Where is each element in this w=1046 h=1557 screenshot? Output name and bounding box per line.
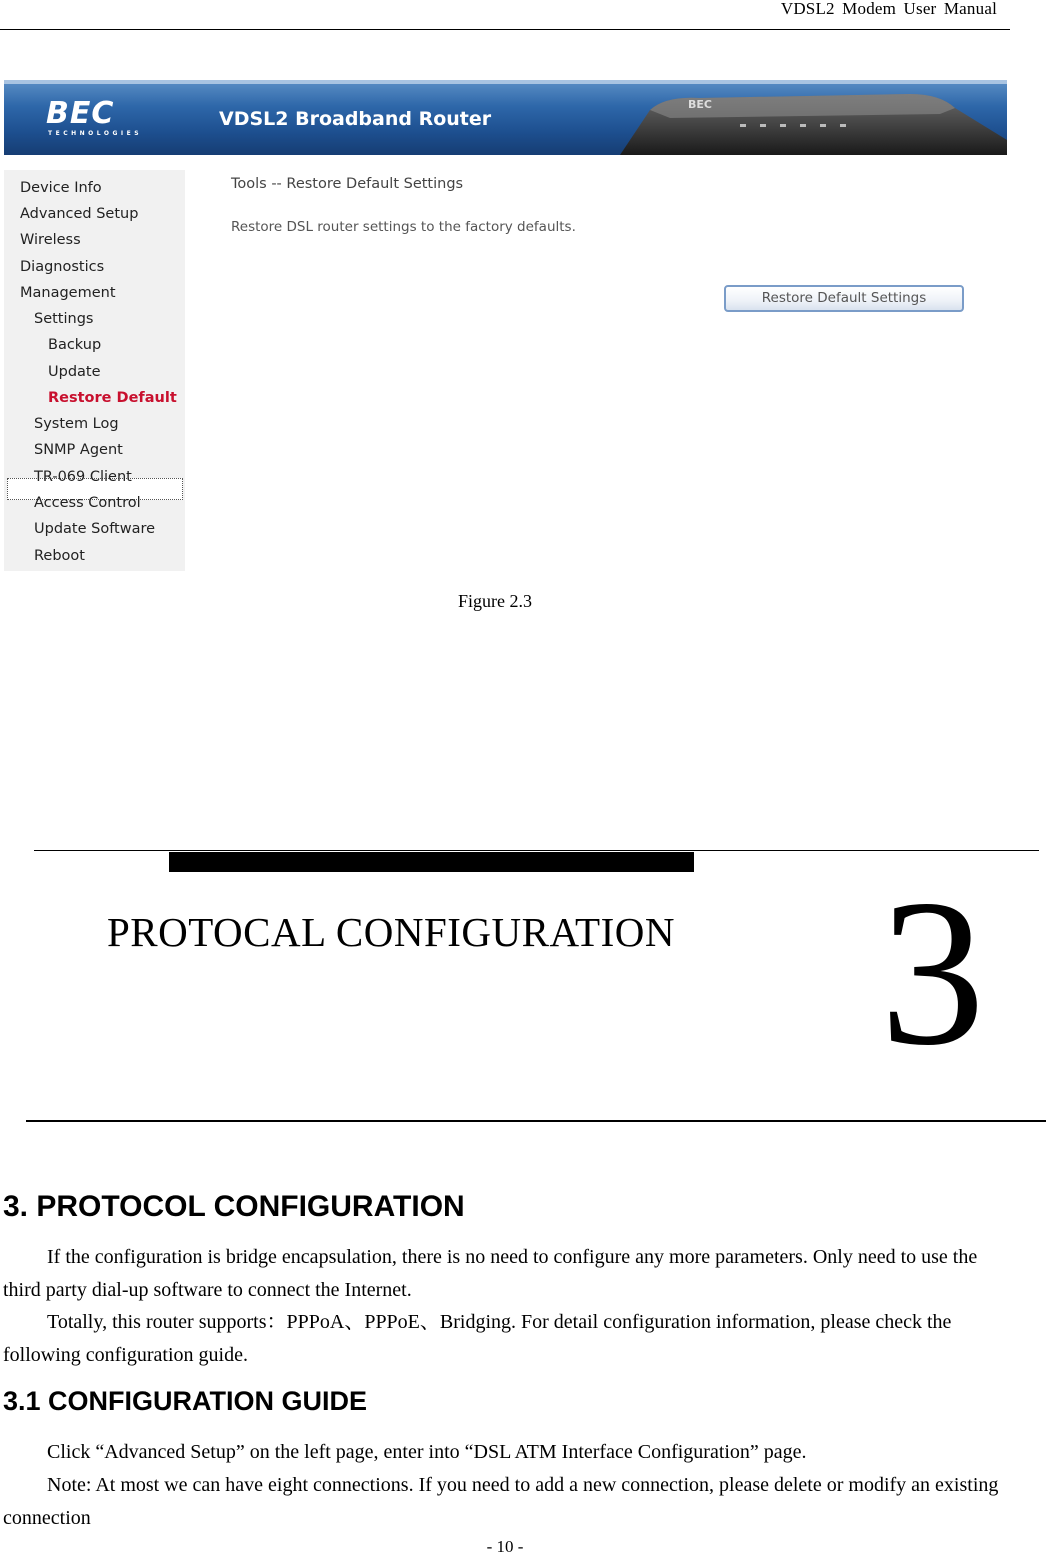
figure-caption: Figure 2.3 [458, 591, 532, 611]
sidebar-item-backup[interactable]: Backup [48, 337, 102, 353]
sidebar-nav [4, 170, 185, 571]
section-3-1-heading: 3.1 CONFIGURATION GUIDE [3, 1386, 368, 1416]
router-device-icon [610, 88, 1007, 155]
section-3-paragraph-2 [3, 1306, 1003, 1371]
sidebar-item-update[interactable]: Update [48, 364, 101, 380]
logo-subtext: TECHNOLOGIES [48, 130, 143, 137]
chapter-rule-top [34, 850, 1039, 851]
sidebar-item-tr069-client[interactable]: TR-069 Client [34, 469, 132, 485]
sidebar-item-update-software[interactable]: Update Software [34, 521, 156, 537]
sidebar-item-wireless[interactable]: Wireless [20, 232, 81, 248]
section-3-1-paragraph-2-text: Note: At most we can have eight connections. If you need to add a new connection, please delete or modify an existing connection [3, 1474, 999, 1529]
section-3-heading: 3. PROTOCOL CONFIGURATION [3, 1190, 465, 1223]
section-3-paragraph-1 [3, 1241, 1003, 1306]
sidebar-item-restore-default[interactable]: Restore Default [48, 390, 177, 406]
bec-logo [46, 96, 146, 140]
router-ui-screenshot [4, 80, 1007, 571]
sidebar-item-system-log[interactable]: System Log [34, 416, 119, 432]
sidebar-item-snmp-agent[interactable]: SNMP Agent [34, 442, 123, 458]
sidebar-item-diagnostics[interactable]: Diagnostics [20, 259, 105, 275]
chapter-rule-bottom [26, 1120, 1046, 1122]
banner-highlight [4, 80, 1007, 84]
header-rule [0, 29, 1010, 30]
section-3-1-paragraph-1 [3, 1436, 1003, 1469]
ui-page-title: Tools -- Restore Default Settings [231, 176, 464, 192]
sidebar-item-advanced-setup[interactable]: Advanced Setup [20, 206, 139, 222]
section-3-paragraph-1-text: If the configuration is bridge encapsulation, there is no need to configure any more parameters. Only need to use the third party dial-up software to connect the Internet. [3, 1246, 978, 1301]
sidebar-item-reboot[interactable]: Reboot [34, 548, 85, 564]
chapter-bar [169, 852, 694, 872]
ui-page-description: Restore DSL router settings to the factory defaults. [231, 219, 576, 235]
restore-default-settings-button[interactable]: Restore Default Settings [724, 285, 964, 312]
section-3-1-paragraph-1-text: Click “Advanced Setup” on the left page, enter into “DSL ATM Interface Configuration” page. [47, 1441, 807, 1463]
section-3-1-paragraph-2 [3, 1469, 1003, 1534]
router-banner [4, 80, 1007, 155]
chapter-number: 3 [880, 857, 985, 1089]
sidebar-item-access-control[interactable]: Access Control [34, 495, 141, 511]
section-3-paragraph-2-text: Totally, this router supports：PPPoA、PPPoE、Bridging. For detail configuration information, please check the following configuration guide. [3, 1311, 952, 1366]
sidebar-item-management[interactable]: Management [20, 285, 116, 301]
logo-text: BEC [46, 96, 115, 131]
chapter-title: PROTOCAL CONFIGURATION [107, 909, 675, 955]
svg-text:BEC: BEC [688, 98, 712, 111]
sidebar-item-settings[interactable]: Settings [34, 311, 94, 327]
running-header: VDSL2 Modem User Manual [780, 0, 997, 18]
banner-title: VDSL2 Broadband Router [219, 108, 492, 130]
page-number: - 10 - [486, 1537, 524, 1556]
sidebar-item-device-info[interactable]: Device Info [20, 180, 102, 196]
